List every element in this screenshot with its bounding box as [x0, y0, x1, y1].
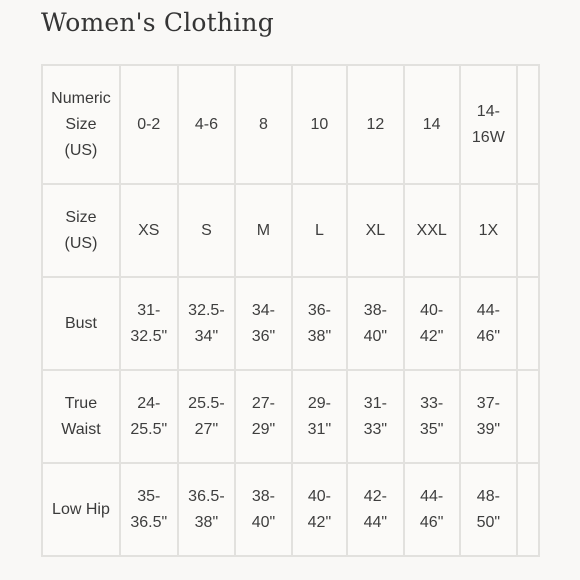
- table-cell: 34- 36": [235, 277, 291, 370]
- table-cell: 48- 50": [460, 463, 517, 556]
- table-cell: 35- 36.5": [120, 463, 178, 556]
- table-cell: 29- 31": [292, 370, 348, 463]
- table-cell: 4-6: [178, 65, 236, 184]
- row-header: Numeric Size (US): [42, 65, 120, 184]
- table-cell: 1X: [460, 184, 517, 277]
- table-row-true-waist: [42, 370, 539, 463]
- table-cell: 14: [404, 65, 460, 184]
- table-cell: 12: [347, 65, 403, 184]
- table-cell-overflow: [517, 277, 539, 370]
- table-cell-overflow: [517, 463, 539, 556]
- table-cell: S: [178, 184, 236, 277]
- table-cell-overflow: [517, 184, 539, 277]
- table-row-letter-size: [42, 184, 539, 277]
- table-cell: 32.5- 34": [178, 277, 236, 370]
- table-row-numeric-size: [42, 65, 539, 184]
- table-cell: 38- 40": [235, 463, 291, 556]
- table-cell: 31- 33": [347, 370, 403, 463]
- table-cell-overflow: [517, 370, 539, 463]
- table-cell: 40- 42": [292, 463, 348, 556]
- table-cell: 38- 40": [347, 277, 403, 370]
- table-cell-overflow: [517, 65, 539, 184]
- table-cell: 27- 29": [235, 370, 291, 463]
- table-cell: 40- 42": [404, 277, 460, 370]
- size-chart-viewport[interactable]: [41, 64, 540, 558]
- row-header: Low Hip: [42, 463, 120, 556]
- table-cell: 33- 35": [404, 370, 460, 463]
- table-row-low-hip: [42, 463, 539, 556]
- table-row-bust: [42, 277, 539, 370]
- table-cell: 14- 16W: [460, 65, 517, 184]
- page-title: Women's Clothing: [41, 8, 274, 37]
- table-cell: M: [235, 184, 291, 277]
- table-cell: 25.5- 27": [178, 370, 236, 463]
- row-header: Bust: [42, 277, 120, 370]
- table-cell: 44- 46": [404, 463, 460, 556]
- table-cell: 10: [292, 65, 348, 184]
- table-cell: XXL: [404, 184, 460, 277]
- table-cell: 0-2: [120, 65, 178, 184]
- row-header: True Waist: [42, 370, 120, 463]
- table-cell: XS: [120, 184, 178, 277]
- table-cell: 37- 39": [460, 370, 517, 463]
- table-cell: 36.5- 38": [178, 463, 236, 556]
- table-cell: 31- 32.5": [120, 277, 178, 370]
- table-cell: 8: [235, 65, 291, 184]
- size-chart-table: [41, 64, 540, 557]
- table-cell: 24- 25.5": [120, 370, 178, 463]
- table-cell: L: [292, 184, 348, 277]
- table-cell: XL: [347, 184, 403, 277]
- table-cell: 42- 44": [347, 463, 403, 556]
- table-cell: 44- 46": [460, 277, 517, 370]
- row-header: Size (US): [42, 184, 120, 277]
- table-cell: 36- 38": [292, 277, 348, 370]
